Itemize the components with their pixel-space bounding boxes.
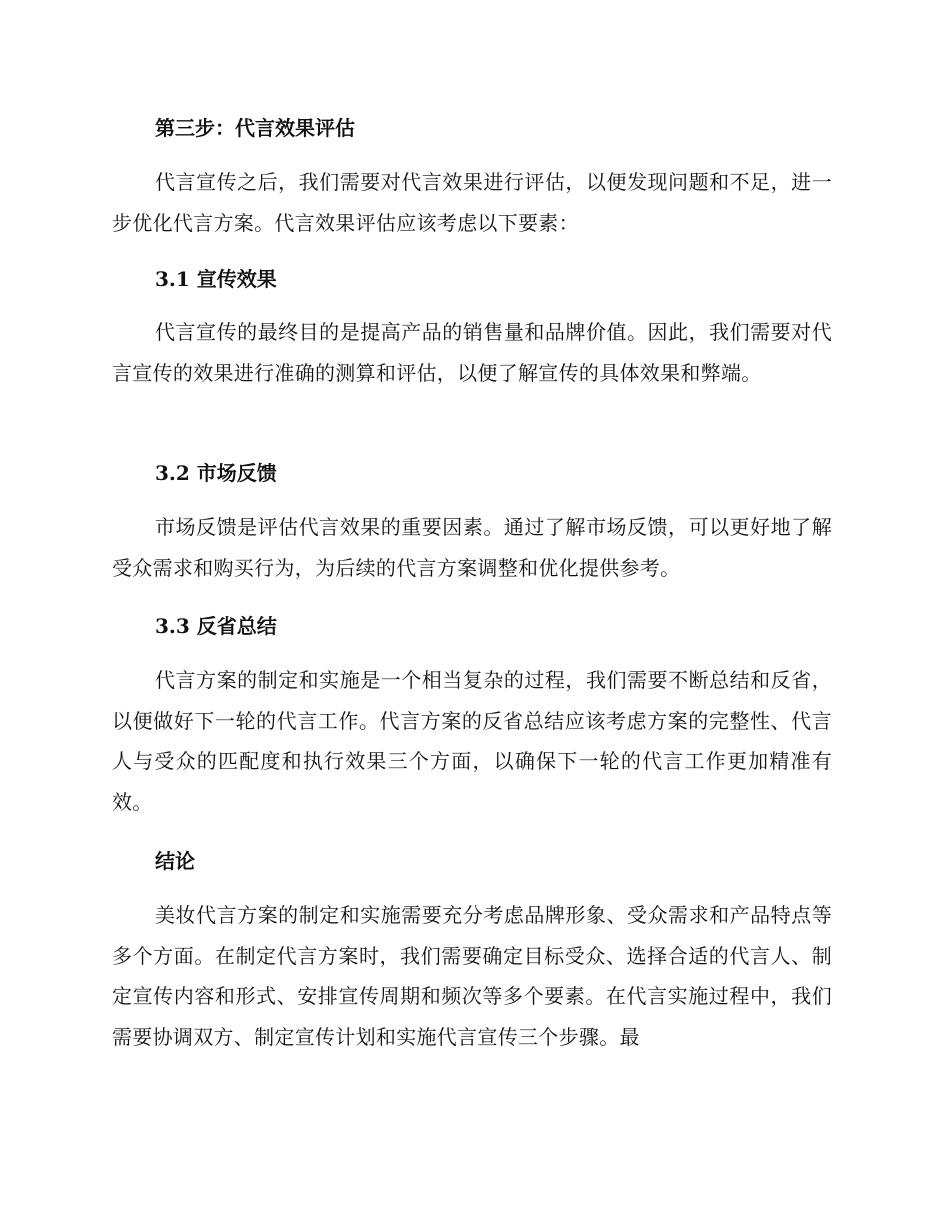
section-3-3-heading: 3.3 反省总结: [155, 614, 277, 638]
section-3-1-paragraph: 代言宣传的最终目的是提高产品的销售量和品牌价值。因此，我们需要对代言宣传的效果进行准确的测算和评估，以便了解宣传的具体效果和弊端。: [112, 320, 832, 385]
section-3-2-paragraph: 市场反馈是评估代言效果的重要因素。通过了解市场反馈，可以更好地了解受众需求和购买行为，为后续的代言方案调整和优化提供参考。: [112, 515, 832, 580]
section-3-2-heading: 3.2 市场反馈: [155, 461, 277, 485]
section-3-1-heading: 3.1 宣传效果: [155, 267, 277, 291]
step3-intro-paragraph: 代言宣传之后，我们需要对代言效果进行评估，以便发现问题和不足，进一步优化代言方案。代言效果评估应该考虑以下要素：: [112, 170, 832, 235]
step3-heading: 第三步：代言效果评估: [155, 116, 355, 140]
section-3-3-paragraph: 代言方案的制定和实施是一个相当复杂的过程，我们需要不断总结和反省，以便做好下一轮的代言工作。代言方案的反省总结应该考虑方案的完整性、代言人与受众的匹配度和执行效果三个方面，以确保下一轮的代言工作更加精准有效。: [112, 668, 832, 814]
conclusion-heading: 结论: [155, 849, 195, 873]
conclusion-paragraph: 美妆代言方案的制定和实施需要充分考虑品牌形象、受众需求和产品特点等多个方面。在制定代言方案时，我们需要确定目标受众、选择合适的代言人、制定宣传内容和形式、安排宣传周期和频次等多个要素。在代言实施过程中，我们需要协调双方、制定宣传计划和实施代言宣传三个步骤。最: [112, 903, 832, 1049]
